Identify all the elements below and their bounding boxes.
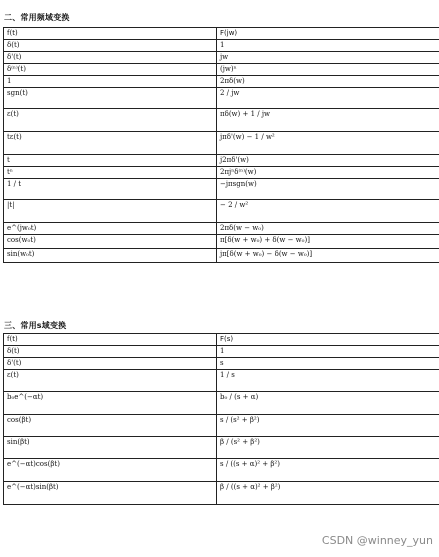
transform-cell: β / ((s + α)² + β²) (217, 482, 439, 505)
time-function-cell: cos(w₀t) (4, 235, 217, 249)
time-function-cell: t (4, 155, 217, 167)
time-function-cell: tⁿ (4, 167, 217, 179)
transform-cell: π[δ(w + w₀) + δ(w − w₀)] (217, 235, 439, 249)
section3-header-transform: F(s) (217, 334, 439, 346)
table-row (4, 392, 439, 415)
table-row (4, 459, 439, 482)
table-row (4, 155, 439, 167)
section3-title: 三、常用s域变换 (4, 321, 67, 330)
s-domain-table (3, 333, 439, 505)
table-row (4, 437, 439, 459)
section3-header-time: f(t) (4, 334, 217, 346)
frequency-domain-table (3, 27, 439, 263)
transform-cell: −jπsgn(w) (217, 179, 439, 200)
transform-cell: b₀ / (s + α) (217, 392, 439, 415)
transform-cell: 1 (217, 346, 439, 358)
transform-cell: − 2 / w² (217, 200, 439, 223)
table-row (4, 64, 439, 76)
table-row (4, 132, 439, 155)
transform-cell: 2πδ(w) (217, 76, 439, 88)
transform-cell: s (217, 358, 439, 370)
time-function-cell: 1 (4, 76, 217, 88)
table-row (4, 52, 439, 64)
transform-cell: j2πδ'(w) (217, 155, 439, 167)
time-function-cell: δ'(t) (4, 52, 217, 64)
time-function-cell: ε(t) (4, 370, 217, 392)
table-row (4, 370, 439, 392)
table-row (4, 76, 439, 88)
table-row (4, 179, 439, 200)
time-function-cell: b₀e^(−αt) (4, 392, 217, 415)
time-function-cell: sin(w₀t) (4, 249, 217, 263)
transform-cell: 1 / s (217, 370, 439, 392)
table-row (4, 109, 439, 132)
time-function-cell: cos(βt) (4, 415, 217, 437)
table-row (4, 88, 439, 109)
transform-cell: 2 / jw (217, 88, 439, 109)
section2-header-time: f(t) (4, 28, 217, 40)
table-row (4, 415, 439, 437)
time-function-cell: e^(−αt)sin(βt) (4, 482, 217, 505)
time-function-cell: 1 / t (4, 179, 217, 200)
time-function-cell: e^(−αt)cos(βt) (4, 459, 217, 482)
table-row (4, 346, 439, 358)
transform-cell: 2πδ(w − w₀) (217, 223, 439, 235)
transform-cell: jπδ'(w) − 1 / w² (217, 132, 439, 155)
time-function-cell: δ(t) (4, 346, 217, 358)
transform-cell: jw (217, 52, 439, 64)
transform-cell: s / ((s + α)² + β²) (217, 459, 439, 482)
time-function-cell: δ⁽ⁿ⁾(t) (4, 64, 217, 76)
section2-title: 二、常用频域变换 (4, 13, 70, 22)
time-function-cell: tε(t) (4, 132, 217, 155)
table-row (4, 235, 439, 249)
transform-cell: jπ[δ(w + w₀) − δ(w − w₀)] (217, 249, 439, 263)
time-function-cell: δ'(t) (4, 358, 217, 370)
table-row (4, 223, 439, 235)
transform-cell: πδ(w) + 1 / jw (217, 109, 439, 132)
table-row (4, 200, 439, 223)
table-row (4, 358, 439, 370)
transform-cell: (jw)ⁿ (217, 64, 439, 76)
time-function-cell: ε(t) (4, 109, 217, 132)
time-function-cell: e^(jw₀t) (4, 223, 217, 235)
watermark: CSDN @winney_yun (321, 534, 433, 547)
section2-header-transform: F(jw) (217, 28, 439, 40)
transform-cell: 1 (217, 40, 439, 52)
time-function-cell: sin(βt) (4, 437, 217, 459)
transform-cell: s / (s² + β²) (217, 415, 439, 437)
time-function-cell: sgn(t) (4, 88, 217, 109)
table-row (4, 482, 439, 505)
transform-cell: 2πjⁿδ⁽ⁿ⁾(w) (217, 167, 439, 179)
table-row (4, 249, 439, 263)
time-function-cell: |t| (4, 200, 217, 223)
time-function-cell: δ(t) (4, 40, 217, 52)
table-row (4, 167, 439, 179)
table-row (4, 40, 439, 52)
transform-cell: β / (s² + β²) (217, 437, 439, 459)
